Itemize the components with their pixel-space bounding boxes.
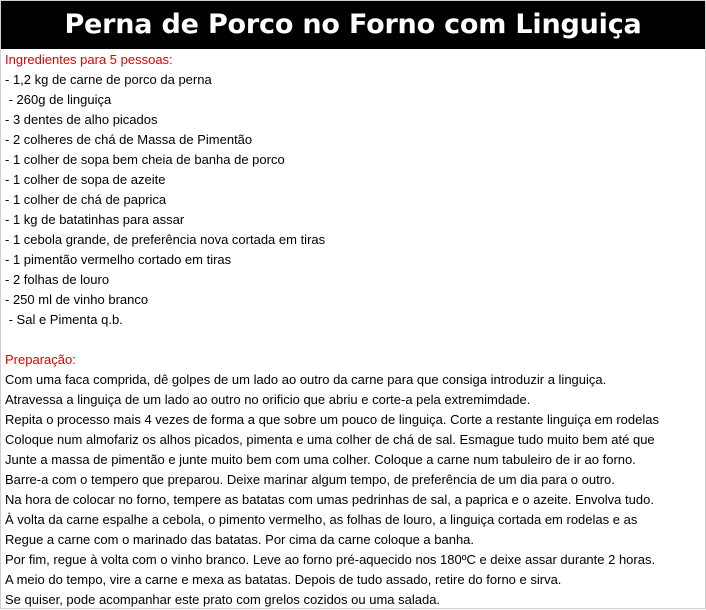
recipe-title: Perna de Porco no Forno com Linguiça <box>1 1 705 49</box>
ingredient-item: - 1 kg de batatinhas para assar <box>5 212 185 227</box>
ingredient-item: - 2 folhas de louro <box>5 272 110 287</box>
section-spacer <box>5 330 703 350</box>
ingredient-item: - Sal e Pimenta q.b. <box>5 312 123 327</box>
preparation-step: Na hora de colocar no forno, tempere as batatas com umas pedrinhas de sal, a paprica e o azeite. Envolva tudo. <box>5 492 654 507</box>
preparation-step: Coloque num almofariz os alhos picados, pimenta e uma colher de chá de sal. Esmague tudo muito bem até que <box>5 432 655 447</box>
ingredient-item: - 1 pimentão vermelho cortado em tiras <box>5 252 232 267</box>
ingredient-item: - 1 colher de sopa de azeite <box>5 172 166 187</box>
preparation-step: Barre-a com o tempero que preparou. Deixe marinar algum tempo, de preferência de um dia para o outro. <box>5 472 615 487</box>
preparation-step: Se quiser, pode acompanhar este prato com grelos cozidos ou uma salada. <box>5 592 441 607</box>
ingredients-heading: Ingredientes para 5 pessoas: <box>5 52 173 67</box>
ingredient-item: - 1,2 kg de carne de porco da perna <box>5 72 212 87</box>
preparation-step: Atravessa a linguiça de um lado ao outro no orificio que abriu e corte-a pela extremimdade. <box>5 392 531 407</box>
ingredient-item: - 1 colher de chá de paprica <box>5 192 167 207</box>
ingredient-item: - 3 dentes de alho picados <box>5 112 158 127</box>
preparation-step: Repita o processo mais 4 vezes de forma a que sobre um pouco de linguiça. Corte a restante linguiça em rodelas <box>5 412 659 427</box>
preparation-step: Com uma faca comprida, dê golpes de um lado ao outro da carne para que consiga introduzir a linguiça. <box>5 372 607 387</box>
preparation-step: Junte a massa de pimentão e junte muito bem com uma colher. Coloque a carne num tabuleiro de ir ao forno. <box>5 452 636 467</box>
ingredient-item: - 1 cebola grande, de preferência nova cortada em tiras <box>5 232 326 247</box>
preparation-step: Por fim, regue à volta com o vinho branco. Leve ao forno pré-aquecido nos 180ºC e deixe assar durante 2 horas. <box>5 552 656 567</box>
preparation-step: À volta da carne espalhe a cebola, o pimento vermelho, as folhas de louro, a linguiça cortada em rodelas e as <box>5 512 638 527</box>
ingredient-item: - 1 colher de sopa bem cheia de banha de porco <box>5 152 285 167</box>
preparation-heading: Preparação: <box>5 352 76 367</box>
ingredient-item: - 260g de linguiça <box>5 92 112 107</box>
ingredient-item: - 250 ml de vinho branco <box>5 292 149 307</box>
preparation-step: A meio do tempo, vire a carne e mexa as batatas. Depois de tudo assado, retire do forno e sirva. <box>5 572 562 587</box>
ingredient-item: - 2 colheres de chá de Massa de Pimentão <box>5 132 253 147</box>
recipe-content <box>5 50 703 610</box>
preparation-step: Regue a carne com o marinado das batatas. Por cima da carne coloque a banha. <box>5 532 475 547</box>
